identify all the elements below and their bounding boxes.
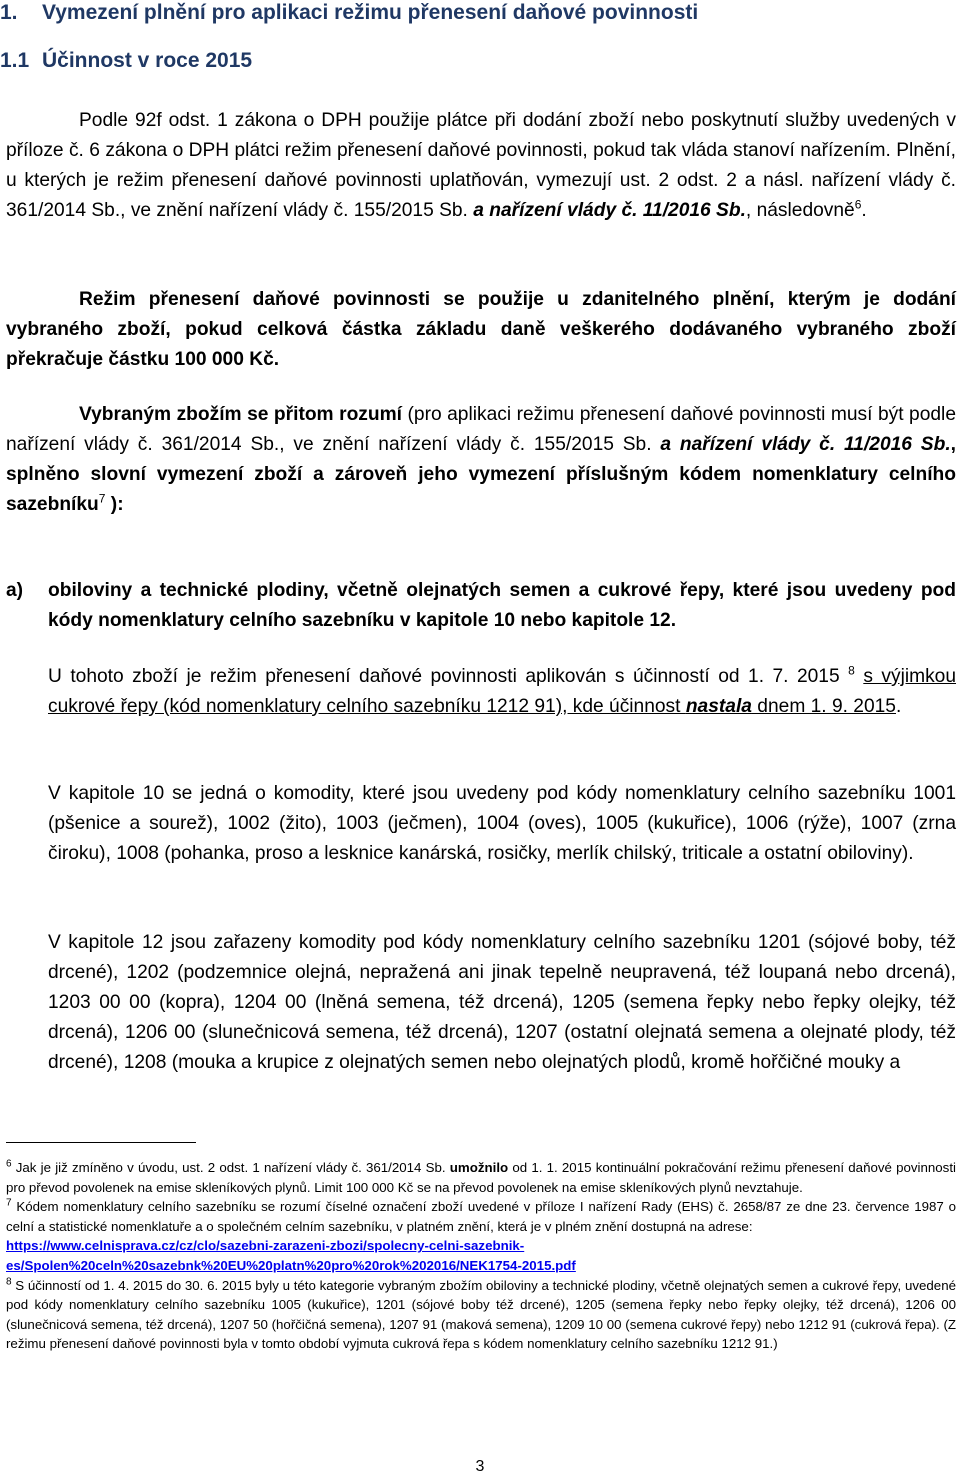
text: Jak je již zmíněno v úvodu, ust. 2 odst. 1 nařízení vlády č. 361/2014 Sb. (11, 1160, 450, 1175)
emphasis-amendment: a nařízení vlády č. 11/2016 Sb. (660, 434, 951, 455)
footnote-8 (6, 1276, 956, 1354)
text: S účinností od 1. 4. 2015 do 30. 6. 2015 byly u této kategorie vybraným zbožím obiloviny a technické plodiny, včetně olejnatých semen a cukrové řepy, uvedené pod kódy nomenklatury celního sazebníku 1005 (kukuřice), 1201 (sójové boby též drcené), 1205 (semena řepky nebo řepky olejky, též drcená), 1206 00 (slunečnicová semena, též drcená), 1207 50 (hořčičná semena), 1207 91 (maková semena), 1209 10 00 (semena cukrové řepy) nebo 1212 91 (cukrová řepa). (Z režimu přenesení daňové povinnosti byla v tomto období vyjmuta cukrová řepa s kódem nomenklatury celního sazebníku 1212 91.) (6, 1277, 956, 1352)
footnote-7 (6, 1197, 956, 1275)
text: , splněno slovní vymezení zboží a zároveň jeho vymezení příslušným kódem nomenklatury celního sazebníku (6, 434, 956, 515)
text: (pro aplikaci režimu přenesení daňové povinnosti musí být podle nařízení vlády č. 361/2014 Sb., ve znění nařízení vlády č. 155/2015 Sb. (6, 404, 956, 455)
list-label: a) (6, 580, 24, 601)
section-heading (0, 48, 252, 74)
footnote-6 (6, 1158, 956, 1197)
text: s výjimkou cukrové řepy (kód nomenklatury celního sazebníku 1212 91), kde účinnost (48, 666, 957, 717)
paragraph-rule: Režim přenesení daňové povinnosti se použije u zdanitelného plnění, kterým je dodání vybraného zboží, pokud celková částka základu daně veškerého dodávaného vybraného zboží překračuje částku 100 000 Kč. (6, 289, 956, 370)
bold-text: Vybraným zbožím se přitom rozumí (79, 404, 403, 425)
footnotes (6, 1158, 956, 1354)
footnote-number: 7 (6, 1197, 12, 1209)
paragraph-chapter-10: V kapitole 10 se jedná o komodity, které jsou uvedeny pod kódy nomenklatury celního sazebníku 1001 (pšenice a sourež), 1002 (žito), 1003 (ječmen), 1004 (oves), 1005 (kukuřice), 1006 (rýže), 1007 (zrna čiroku), 1008 (pohanka, proso a lesknice kanárská, rosičky, merlík chilský, triticale a ostatní obiloviny). (48, 783, 956, 864)
bold-text: umožnilo (449, 1160, 509, 1175)
footnote-number: 6 (6, 1158, 12, 1170)
section-title: Účinnost v roce 2015 (42, 49, 253, 72)
chapter-title: Vymezení plnění pro aplikaci režimu přenesení daňové povinnosti (42, 1, 699, 24)
text: od 1. 1. 2015 kontinuální pokračování režimu přenesení daňové povinnosti pro převod povolenek na emise skleníkových plynů. Limit 100 000 Kč se na převod povolenek na emise skleníkových plynů nevztahuje. (6, 1160, 956, 1195)
text: , následovně (745, 200, 855, 221)
text: Kódem nomenklatury celního sazebníku se rozumí číselné označení zboží uvedené v příloze I nařízení Rady (EHS) č. 2658/87 ze dne 23. července 1987 o celní a statistické nomenklatuře a o společném celním sazebníku, v platném znění, která je v plném znění dostupná na adrese: (6, 1199, 956, 1234)
text: U tohoto zboží je režim přenesení daňové povinnosti aplikován s účinností od 1. 7. 2015 (48, 666, 840, 687)
list-text: obiloviny a technické plodiny, včetně olejnatých semen a cukrové řepy, které jsou uvedeny pod kódy nomenklatury celního sazebníku v kapitole 10 nebo kapitole 12. (48, 580, 956, 631)
footnote-ref-8[interactable]: 8 (848, 663, 855, 678)
footnote-ref-6[interactable]: 6 (854, 197, 862, 212)
text: Podle 92f odst. 1 zákona o DPH použije plátce při dodání zboží nebo poskytnutí služby uvedených v příloze č. 6 zákona o DPH plátci režim přenesení daňové povinnosti, pokud tak vláda stanoví nařízením. Plnění, u kterých je režim přenesení daňové povinnosti uplatňován, vymezují ust. 2 odst. 2 a násl. nařízení vlády č. 361/2014 Sb., ve znění nařízení vlády č. 155/2015 Sb. (6, 110, 956, 221)
footnote-ref-7[interactable]: 7 (98, 491, 106, 506)
list-item-a (6, 576, 956, 636)
text: ): (105, 494, 124, 515)
paragraph-chapter-12: V kapitole 12 jsou zařazeny komodity pod kódy nomenklatury celního sazebníku 1201 (sójové boby, též drcené), 1202 (podzemnice olejná, nepražená ani jinak tepelně neupravená, též loupaná nebo drcená), 1203 00 00 (kopra), 1204 00 (lněná semena, též drcená), 1205 (semena řepky nebo řepky olejky, též drcená), 1206 00 (slunečnicová semena, též drcená), 1207 (ostatní olejnatá semena a olejnaté plody, též drcené), 1208 (mouka a krupice z olejnatých semen nebo olejnatých plodů, kromě hořčičné mouky a (48, 932, 956, 1073)
emphasis-amendment: a nařízení vlády č. 11/2016 Sb. (473, 200, 746, 221)
nomenclature-link[interactable]: https://www.celnisprava.cz/cz/clo/sazebni-zarazeni-zbozi/spolecny-celni-sazebnik-es/Spolen%20celn%20sazebnk%20EU%20platn%20pro%20rok%202016/NEK1754-2015.pdf (6, 1238, 576, 1273)
chapter-number: 1. (0, 1, 18, 24)
text: . (861, 200, 867, 221)
text: . (895, 696, 902, 717)
paragraph-selected-goods (6, 400, 956, 520)
page-number: 3 (475, 1458, 485, 1475)
footnote-number: 8 (6, 1276, 12, 1288)
text: dnem 1. 9. 2015 (751, 696, 896, 717)
footnote-separator (6, 1142, 196, 1143)
paragraph-legal-basis (6, 106, 956, 226)
section-number: 1.1 (0, 49, 30, 72)
chapter-heading (0, 0, 698, 26)
emphasis: nastala (685, 696, 752, 717)
paragraph-effective-date (48, 662, 956, 722)
